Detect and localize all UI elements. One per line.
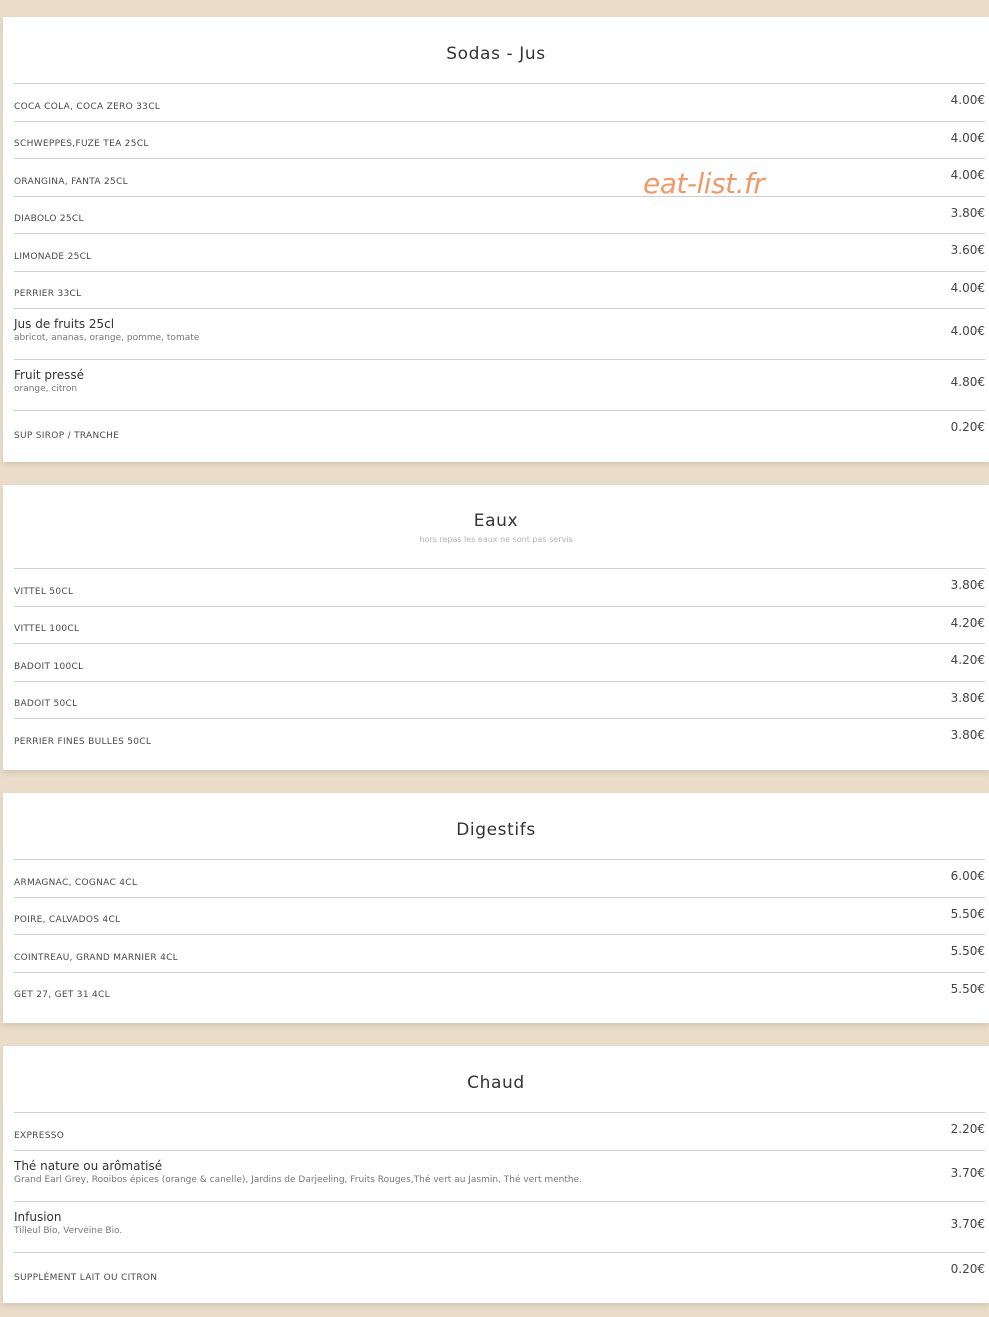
menu-section-chaud <box>3 1046 989 1303</box>
item-name: Fruit pressé <box>14 368 84 382</box>
item-name: PERRIER 33CL <box>14 289 82 299</box>
item-price: 4.00€ <box>950 168 985 182</box>
item-price: 6.00€ <box>950 869 985 883</box>
watermark-text: eat-list.fr <box>643 167 765 200</box>
menu-item <box>14 1201 985 1252</box>
menu-item <box>14 359 985 410</box>
item-price: 4.00€ <box>950 130 985 145</box>
menu-item <box>14 606 985 644</box>
item-name: Infusion <box>14 1209 62 1224</box>
item-name: BADOIT 50CL <box>14 699 78 709</box>
item-name: SCHWEPPES,FUZE TEA 25CL <box>14 139 149 149</box>
section-title: Digestifs <box>456 820 536 840</box>
menu-item <box>14 718 985 756</box>
item-price: 3.70€ <box>950 1216 985 1231</box>
item-description: orange, citron <box>14 384 78 394</box>
item-name: ORANGINA, FANTA 25CL <box>14 176 128 187</box>
menu-item <box>14 1150 985 1201</box>
section-title: Chaud <box>467 1073 525 1093</box>
menu-item <box>14 1112 985 1150</box>
item-price: 3.80€ <box>950 205 985 220</box>
item-name: VITTEL 50CL <box>14 586 74 597</box>
menu-item <box>14 643 985 681</box>
section-subtitle: hors repas les eaux ne sont pas servis <box>419 535 573 544</box>
menu-item <box>14 308 985 359</box>
item-price: 5.50€ <box>950 944 985 958</box>
menu-item <box>14 859 985 897</box>
item-description: abricot, ananas, orange, pomme, tomate <box>14 333 200 343</box>
item-price: 4.80€ <box>950 375 985 389</box>
item-name: Thé nature ou arômatisé <box>14 1158 163 1173</box>
menu-item <box>14 271 985 309</box>
item-description: Tilleul Bio, Verveine Bio. <box>14 1225 123 1236</box>
menu-item <box>14 83 985 121</box>
item-list <box>14 1112 985 1292</box>
menu-item <box>14 410 985 450</box>
item-price: 5.50€ <box>950 981 985 996</box>
menu-item <box>14 233 985 271</box>
item-name: EXPRESSO <box>14 1130 65 1141</box>
item-list <box>14 568 985 756</box>
item-name: Jus de fruits 25cl <box>14 317 115 331</box>
menu-item <box>14 897 985 935</box>
item-price: 3.80€ <box>950 728 985 742</box>
item-price: 3.80€ <box>950 690 985 705</box>
menu-item <box>14 568 985 606</box>
item-price: 2.20€ <box>950 1122 985 1136</box>
item-name: DIABOLO 25CL <box>14 214 84 224</box>
item-price: 4.20€ <box>950 615 985 630</box>
item-name: COINTREAU, GRAND MARNIER 4CL <box>14 952 178 963</box>
item-name: SUP SIROP / TRANCHE <box>14 431 120 441</box>
item-list <box>14 83 985 450</box>
item-price: 0.20€ <box>950 420 985 434</box>
menu-item <box>14 1252 985 1292</box>
menu-section-sodas <box>3 17 989 462</box>
item-name: COCA COLA, COCA ZERO 33CL <box>14 101 161 112</box>
item-price: 3.60€ <box>950 243 985 257</box>
item-description: Grand Earl Grey, Rooibos épices (orange & canelle), Jardins de Darjeeling, Fruits Rouges,Thé vert au Jasmin, Thé vert menthe. <box>14 1174 583 1185</box>
item-name: ARMAGNAC, COGNAC 4CL <box>14 877 138 888</box>
item-price: 4.00€ <box>950 280 985 295</box>
item-name: PERRIER FINES BULLES 50CL <box>14 736 152 747</box>
item-price: 5.50€ <box>950 906 985 921</box>
item-price: 0.20€ <box>950 1261 985 1276</box>
item-name: POIRE, CALVADOS 4CL <box>14 915 121 925</box>
item-price: 4.00€ <box>950 324 985 338</box>
menu-item <box>14 681 985 719</box>
item-price: 4.20€ <box>950 653 985 667</box>
item-list <box>14 859 985 1009</box>
menu-section-digestifs <box>3 793 989 1023</box>
section-title: Sodas - Jus <box>446 44 546 64</box>
item-name: SUPPLÉMENT LAIT OU CITRON <box>14 1272 158 1283</box>
menu-item <box>14 121 985 159</box>
item-name: BADOIT 100CL <box>14 661 84 672</box>
menu-item <box>14 934 985 972</box>
menu-section-eaux <box>3 485 989 770</box>
item-price: 4.00€ <box>950 93 985 107</box>
menu-item <box>14 196 985 234</box>
menu-item <box>14 158 985 196</box>
item-price: 3.70€ <box>950 1165 985 1180</box>
item-name: GET 27, GET 31 4CL <box>14 990 110 1000</box>
item-name: LIMONADE 25CL <box>14 251 92 262</box>
section-title: Eaux <box>473 511 519 531</box>
menu-item <box>14 972 985 1010</box>
item-name: VITTEL 100CL <box>14 624 80 634</box>
item-price: 3.80€ <box>950 578 985 592</box>
